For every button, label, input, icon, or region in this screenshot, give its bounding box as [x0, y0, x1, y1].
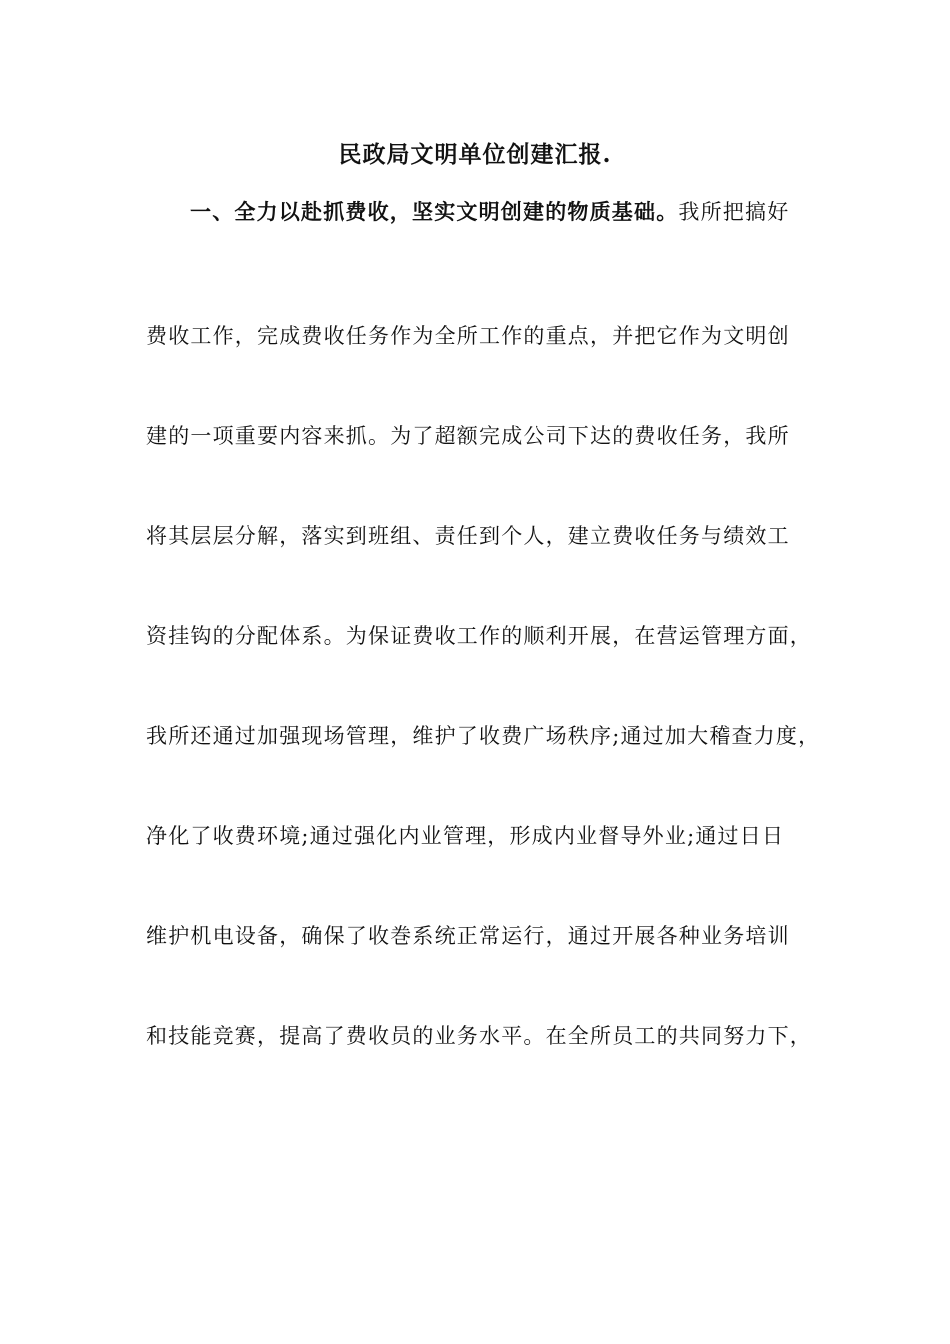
paragraph-line-2: 费收工作，完成费收任务作为全所工作的重点，并把它作为文明创	[146, 324, 790, 348]
paragraph-line-6: 我所还通过加强现场管理，维护了收费广场秩序;通过加大稽查力度，	[146, 724, 821, 748]
paragraph-line-3: 建的一项重要内容来抓。为了超额完成公司下达的费收任务，我所	[146, 424, 790, 448]
paragraph-line-8: 维护机电设备，确保了收巻系统正常运行，通过开展各种业务培训	[146, 924, 790, 948]
paragraph-line-1	[190, 197, 830, 227]
document-title: 民政局文明单位创建汇报.	[338, 141, 612, 168]
paragraph-line-5: 资挂钩的分配体系。为保证费收工作的顺利开展，在营运管理方面，	[146, 624, 812, 648]
section-heading: 一、全力以赴抓费收，坚实文明创建的物质基础。	[190, 199, 679, 224]
paragraph-line-9: 和技能竞赛，提高了费收员的业务水平。在全所员工的共同努力下，	[146, 1024, 812, 1048]
paragraph-line-7: 净化了收费环境;通过强化内业管理，形成内业督导外业;通过日日	[146, 824, 785, 848]
paragraph-line-4: 将其层层分解，落实到班组、责任到个人，建立费收任务与绩效工	[146, 524, 790, 548]
paragraph-line-1-rest: 我所把搞好	[678, 200, 790, 224]
